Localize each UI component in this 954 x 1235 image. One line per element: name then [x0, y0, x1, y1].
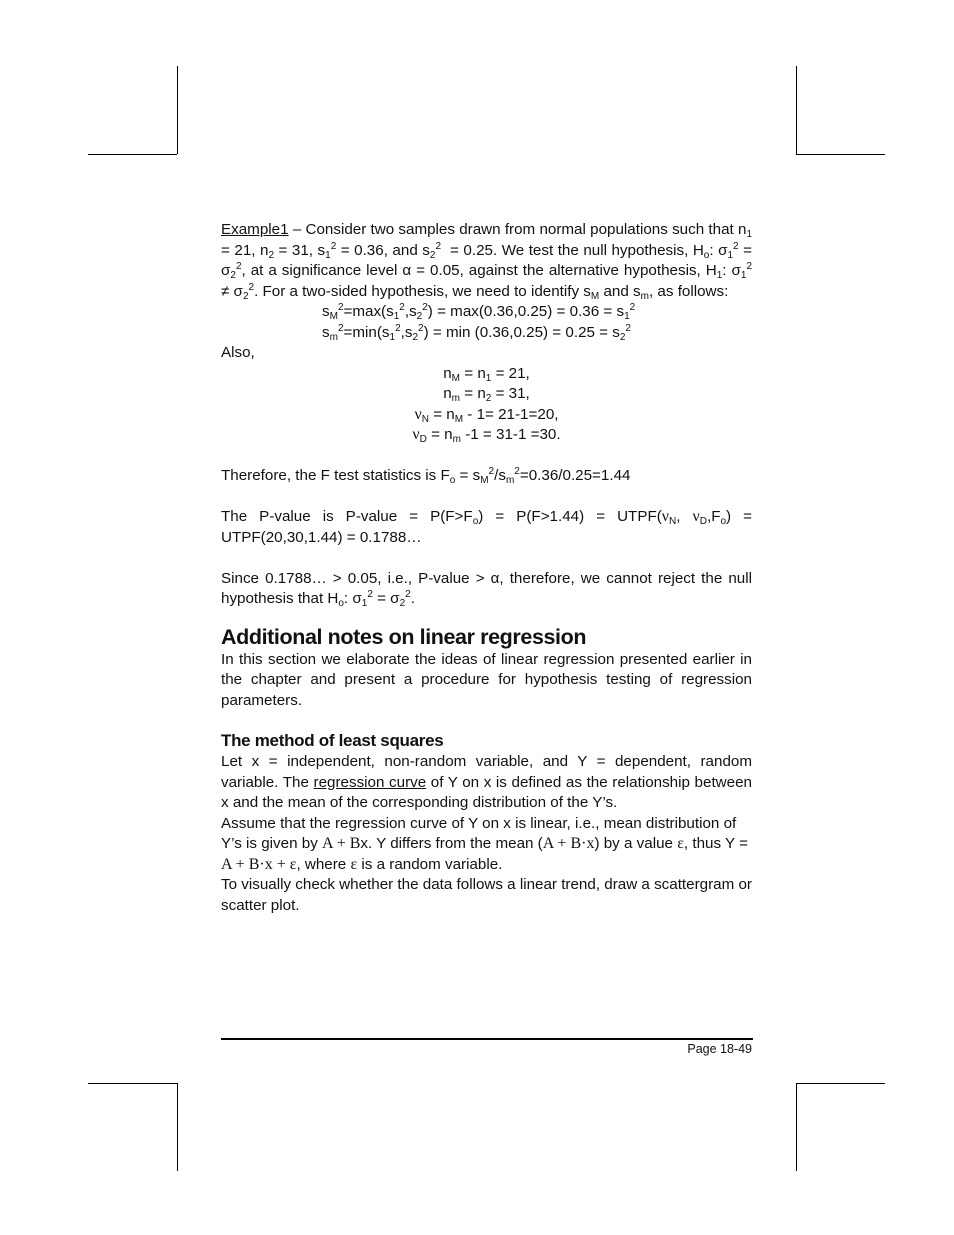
crop-mark [88, 1083, 177, 1084]
regression-curve-term: regression curve [313, 773, 427, 791]
section-heading: Additional notes on linear regression [221, 624, 587, 649]
equation-sM: $s_M^2=\max(s_1^2,s_2^2) = \max(0.36,0.25) = 0.36 = s_1^2$ [322, 302, 636, 322]
conclusion-paragraph: Since 0.1788… > 0.05, i.e., P-value > α, therefore, we cannot reject the null hypothesis that $H_o$: $\sigma_1^2 = \sigma_2^2$. [221, 569, 752, 609]
crop-mark [88, 154, 177, 155]
example-paragraph: Example1 – Consider two samples drawn from normal populations such that $n_1 = 21$, $n_2 = 31$, $s_1^2 = 0.36$, and $s_2^2 = 0.25$. We test the null hypothesis, $H_o$: $\sigma_1^2 = \sigma_2^2$, at a significance level α = 0.05, against the alternative hypothesis, $H_1$: $\sigma_1^2 \ne \sigma_2^2$. For a two-sided hypothesis, we need to identify $s_M$ and $s_m$, as follows: [221, 221, 753, 302]
equation-nm: $n_m = n_2 = 31$, [443, 385, 530, 404]
equation-nuD: $\nu_D = n_m$ -1 = 31-1 =30. [412, 426, 561, 445]
least-squares-paragraph-1: Let x = independent, non-random variable, and Y = dependent, random variable. The regression curve of Y on x is defined as the relationship between x and the mean of the corresponding distribution of the Y’s. [221, 753, 752, 811]
least-squares-paragraph-2: Assume that the regression curve of Y on x is linear, i.e., mean distribution of Y’s is given by A + Bx. Y differs from the mean (A + B·x) by a value ε, thus Y = A + B·x + ε, where ε is a random variable. [221, 814, 748, 873]
crop-mark [796, 66, 797, 154]
pvalue-paragraph: The P-value is P-value = $P(F>F_o) = P(F>1.44)$ = $UTPF(\nu_N$, $\nu_D,F_o$) = UTPF(20,30,1.44) = 0.1788… [221, 508, 752, 546]
subsection-heading: The method of least squares [221, 731, 444, 750]
equation-sm: $s_m^2=\min(s_1^2,s_2^2) = \min (0.36,0.25) = 0.25 = s_2^2$ [322, 322, 631, 343]
footer-rule [221, 1038, 753, 1040]
least-squares-paragraph-3: To visually check whether the data follows a linear trend, draw a scattergram or scatter plot. [221, 876, 752, 914]
page-number: Page 18-49 [687, 1042, 752, 1056]
page-content [221, 220, 752, 916]
crop-mark [796, 1083, 885, 1084]
section-intro: In this section we elaborate the ideas of linear regression presented earlier in the chapter and present a procedure for hypothesis testing of regression parameters. [221, 650, 752, 709]
equation-nuN: $\nu_N = n_M - 1= 21-1=20$, [414, 405, 559, 425]
also-label: Also, [221, 344, 255, 361]
equation-nM: $n_M = n_1 = 21$, [443, 364, 530, 384]
example-label: Example1 [221, 221, 289, 238]
crop-mark [796, 154, 885, 155]
crop-mark [177, 1083, 178, 1171]
f-statistic-line: Therefore, the F test statistics is $F_o = s_M^2/s_m^2=0.36/0.25=1.44$ [221, 466, 631, 486]
crop-mark [177, 66, 178, 154]
crop-mark [796, 1083, 797, 1171]
